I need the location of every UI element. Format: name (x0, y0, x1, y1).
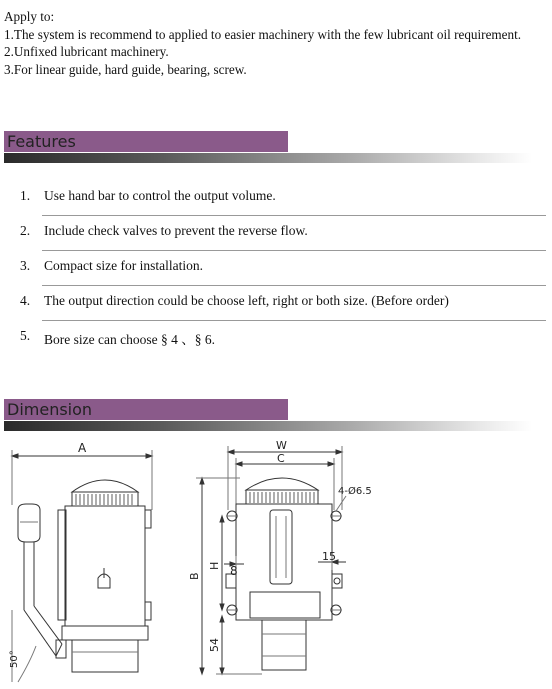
feature-text: The output direction could be choose left, right or both size. (Before order) (44, 293, 449, 308)
feature-item (20, 251, 546, 286)
feature-text: Use hand bar to control the output volume. (44, 188, 276, 203)
dim-label-a: A (78, 441, 87, 455)
dim-label-hole: 4-Ø6.5 (338, 486, 372, 497)
dim-label-8: 8 (230, 564, 238, 578)
apply-line-3: 3.For linear guide, hard guide, bearing, screw. (4, 61, 247, 77)
feature-item (20, 181, 546, 216)
feature-number: 5. (20, 328, 31, 343)
feature-number: 3. (20, 258, 31, 273)
feature-number: 1. (20, 188, 31, 203)
feature-item (20, 216, 546, 251)
dim-label-b: B (188, 572, 201, 580)
front-view (188, 439, 372, 674)
side-view (9, 441, 152, 682)
dim-label-15: 15 (322, 550, 336, 563)
feature-item (20, 286, 546, 321)
dim-label-w: W (276, 439, 287, 452)
dim-label-54: 54 (208, 638, 221, 652)
apply-line-2: 2.Unfixed lubricant machinery. (4, 44, 169, 60)
feature-text: Bore size can choose § 4 、§ 6. (44, 332, 215, 347)
features-divider (4, 153, 532, 163)
dim-label-h: H (208, 561, 221, 570)
feature-text: Compact size for installation. (44, 258, 203, 273)
feature-number: 2. (20, 223, 31, 238)
apply-line-1: 1.The system is recommend to applied to easier machinery with the few lubricant oil requirement. (4, 26, 522, 42)
dimension-title: Dimension (7, 400, 93, 419)
feature-number: 4. (20, 293, 31, 308)
feature-item (20, 321, 546, 356)
apply-to-block (4, 8, 548, 78)
dim-label-angle: 50° (9, 650, 20, 668)
dim-label-c: C (277, 452, 285, 465)
apply-heading: Apply to: (4, 9, 55, 24)
features-title: Features (7, 132, 76, 151)
feature-text: Include check valves to prevent the reverse flow. (44, 223, 308, 238)
dimension-drawing (0, 430, 552, 689)
